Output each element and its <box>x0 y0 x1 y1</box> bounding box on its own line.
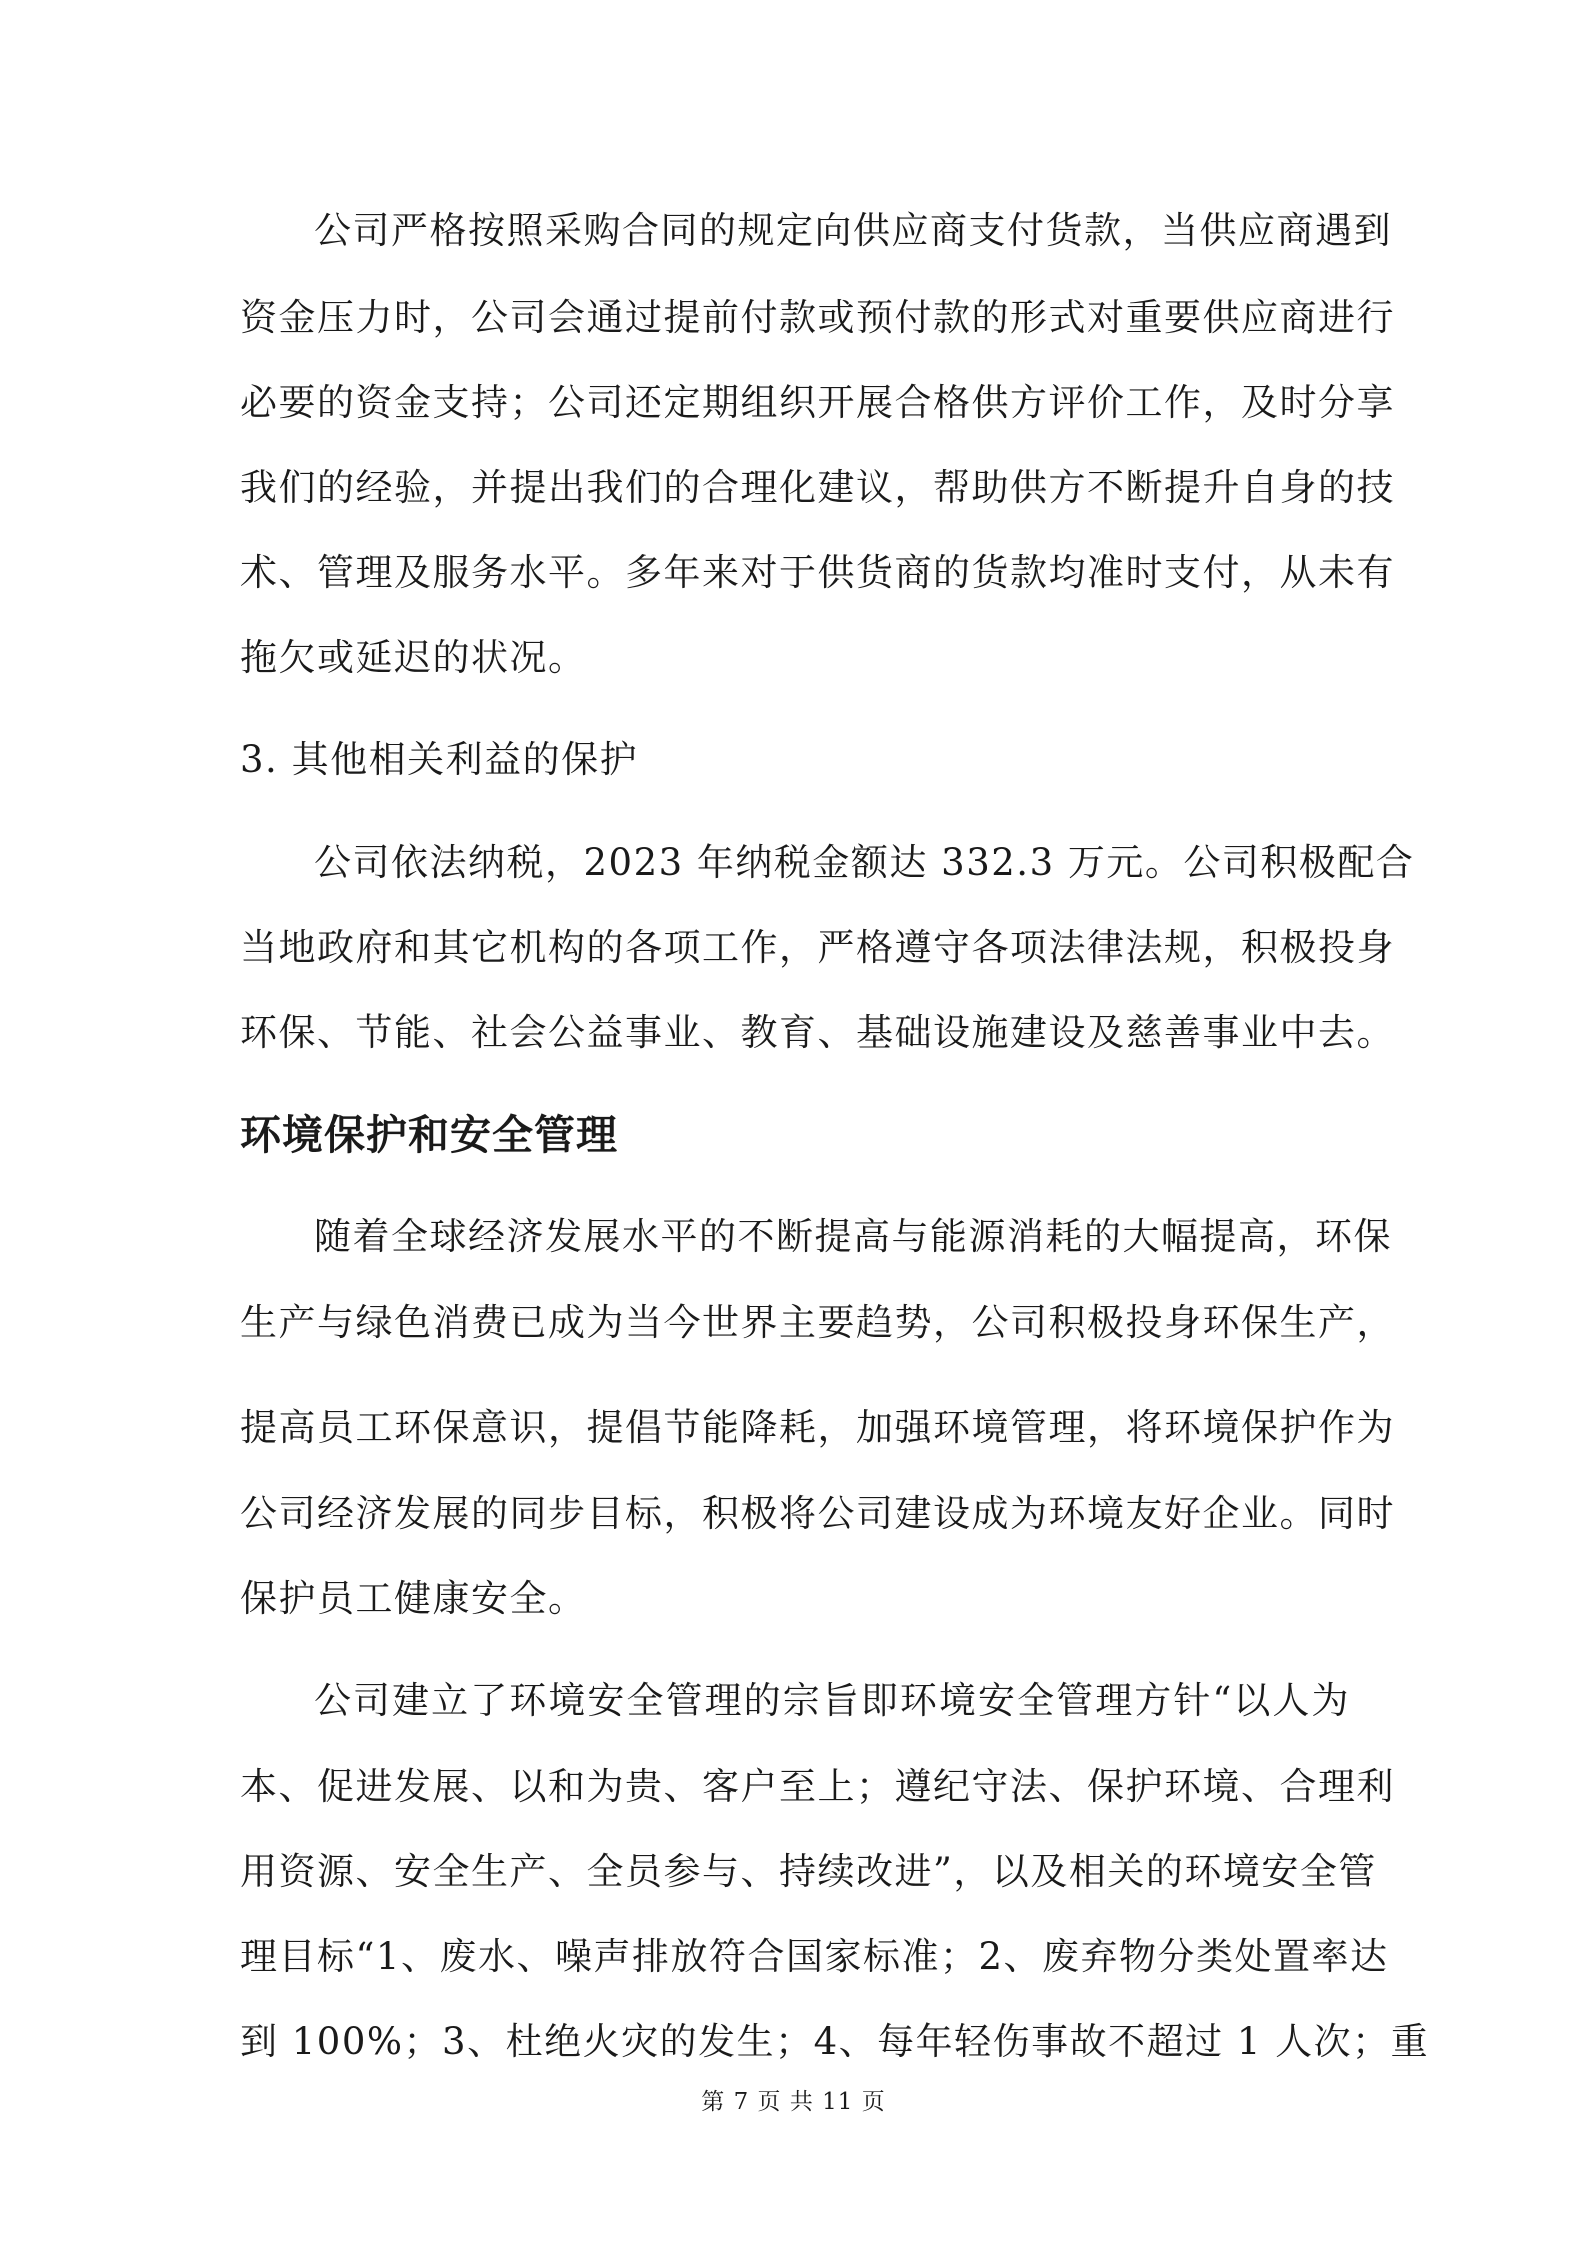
paragraph-payment-line: 我们的经验，并提出我们的合理化建议，帮助供方不断提升自身的技 <box>240 466 1395 509</box>
paragraph-policy-line: 公司建立了环境安全管理的宗旨即环境安全管理方针“以人为 <box>314 1679 1350 1722</box>
paragraph-environment-line: 提高员工环保意识，提倡节能降耗，加强环境管理，将环境保护作为 <box>240 1406 1395 1449</box>
paragraph-environment-line: 随着全球经济发展水平的不断提高与能源消耗的大幅提高，环保 <box>314 1215 1392 1258</box>
paragraph-payment-line: 必要的资金支持；公司还定期组织开展合格供方评价工作，及时分享 <box>240 381 1395 424</box>
paragraph-payment-line: 拖欠或延迟的状况。 <box>240 636 587 679</box>
paragraph-policy-line: 用资源、安全生产、全员参与、持续改进”，以及相关的环境安全管 <box>240 1850 1377 1893</box>
paragraph-environment-line: 保护员工健康安全。 <box>240 1577 587 1620</box>
paragraph-policy-line: 到 100%；3、杜绝火灾的发生；4、每年轻伤事故不超过 1 人次；重 <box>240 2020 1430 2063</box>
paragraph-tax-line: 环保、节能、社会公益事业、教育、基础设施建设及慈善事业中去。 <box>240 1011 1395 1054</box>
paragraph-environment-line: 公司经济发展的同步目标，积极将公司建设成为环境友好企业。同时 <box>240 1492 1395 1535</box>
paragraph-tax-line: 当地政府和其它机构的各项工作，严格遵守各项法律法规，积极投身 <box>240 926 1395 969</box>
paragraph-payment-line: 公司严格按照采购合同的规定向供应商支付货款，当供应商遇到 <box>314 209 1392 252</box>
paragraph-payment-line: 术、管理及服务水平。多年来对于供货商的货款均准时支付，从未有 <box>240 551 1395 594</box>
subheading-other-interests: 3. 其他相关利益的保护 <box>240 738 639 781</box>
paragraph-policy-line: 理目标“1、废水、噪声排放符合国家标准；2、废弃物分类处置率达 <box>240 1935 1389 1978</box>
paragraph-tax-line: 公司依法纳税，2023 年纳税金额达 332.3 万元。公司积极配合 <box>314 841 1415 884</box>
paragraph-payment-line: 资金压力时，公司会通过提前付款或预付款的形式对重要供应商进行 <box>240 296 1395 339</box>
paragraph-policy-line: 本、促进发展、以和为贵、客户至上；遵纪守法、保护环境、合理利 <box>240 1765 1395 1808</box>
page-number-footer: 第 7 页 共 11 页 <box>701 2089 886 2115</box>
paragraph-environment-line: 生产与绿色消费已成为当今世界主要趋势，公司积极投身环保生产， <box>240 1301 1395 1344</box>
section-heading: 环境保护和安全管理 <box>240 1111 618 1159</box>
